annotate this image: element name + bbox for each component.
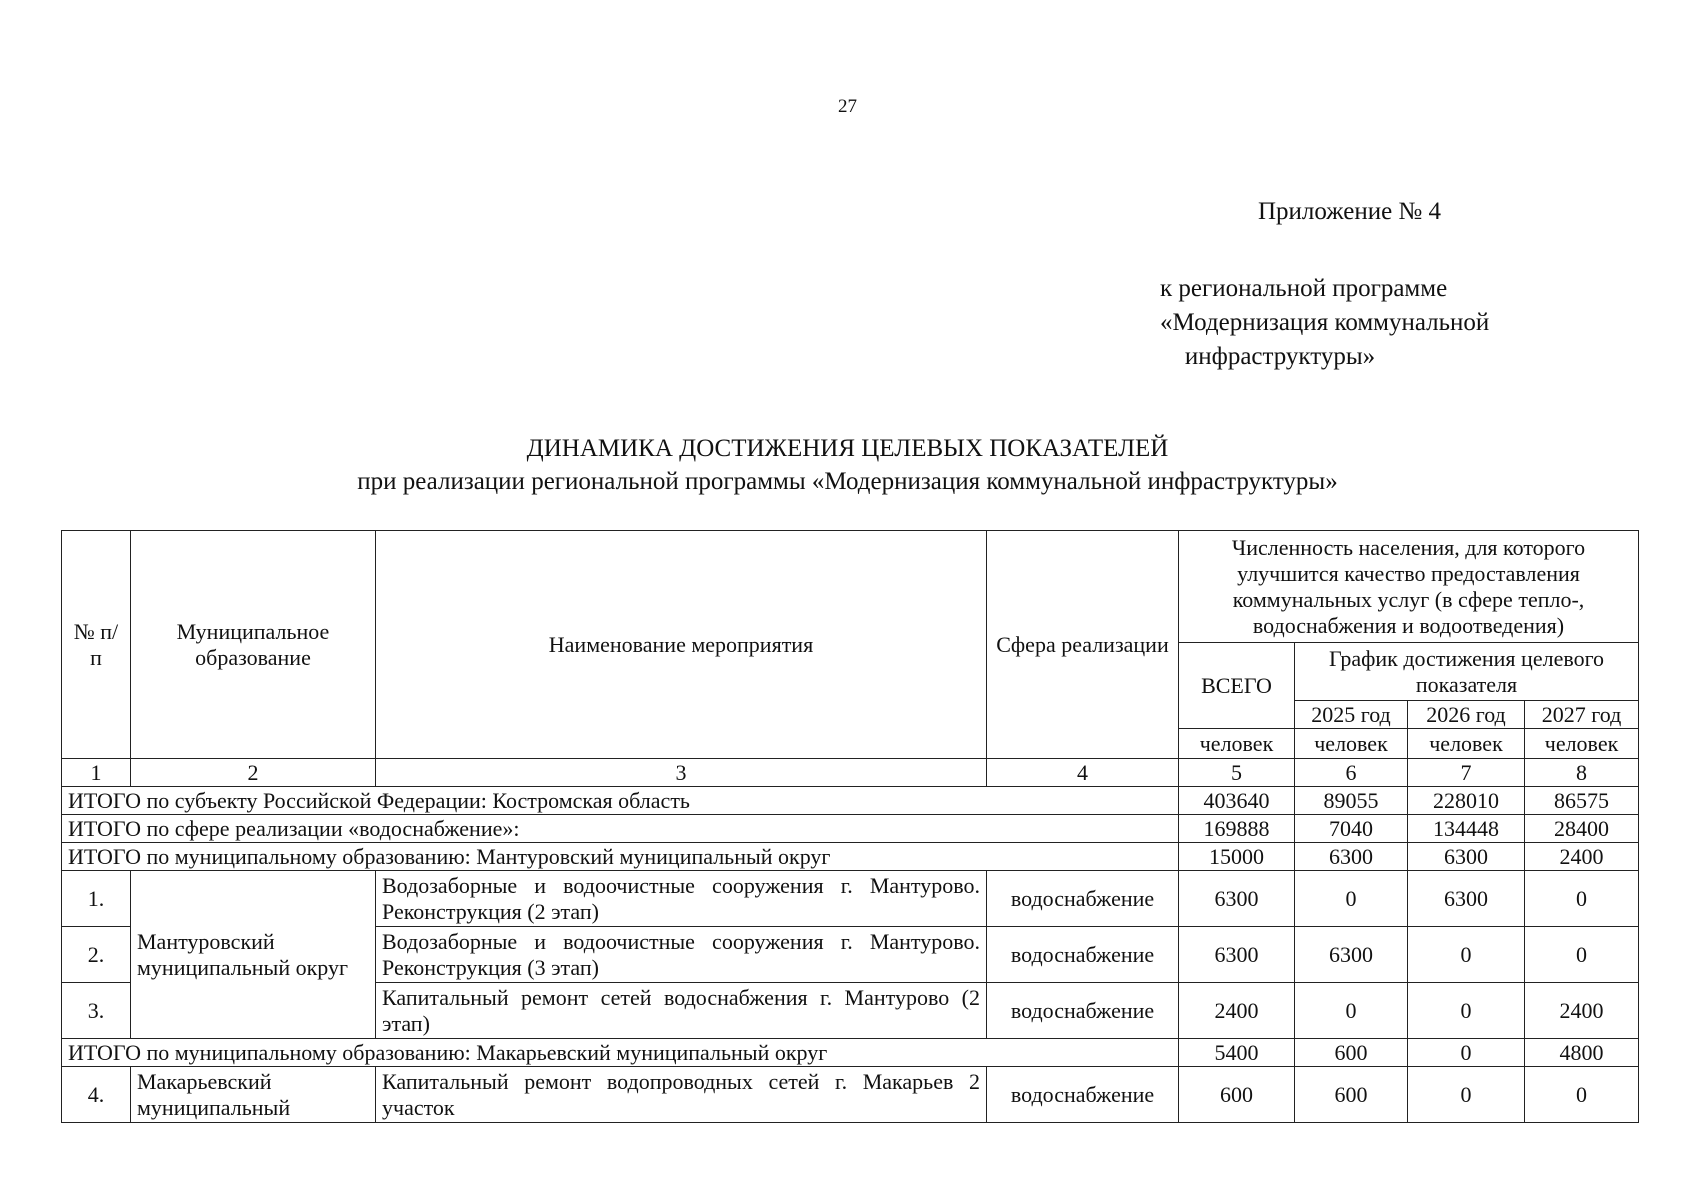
value-cell: 6300 bbox=[1179, 927, 1295, 983]
document-title bbox=[0, 432, 1695, 498]
header-year: 2025 год bbox=[1295, 701, 1408, 729]
total-label: ИТОГО по муниципальному образованию: Мантуровский муниципальный округ bbox=[62, 843, 1179, 871]
total-row-sphere bbox=[62, 815, 1639, 843]
sphere-cell: водоснабжение bbox=[987, 1067, 1179, 1123]
column-number: 8 bbox=[1525, 759, 1639, 787]
header-event: Наименование мероприятия bbox=[376, 531, 987, 759]
header-row bbox=[62, 531, 1639, 643]
table-row bbox=[62, 1067, 1639, 1123]
row-number: 4. bbox=[62, 1067, 131, 1123]
sphere-cell: водоснабжение bbox=[987, 927, 1179, 983]
event-name: Капитальный ремонт сетей водоснабжения г. Мантурово (2 этап) bbox=[376, 983, 987, 1039]
value-cell: 6300 bbox=[1179, 871, 1295, 927]
total-row-municipality bbox=[62, 1039, 1639, 1067]
event-name: Водозаборные и водоочистные сооружения г. Мантурово. Реконструкция (2 этап) bbox=[376, 871, 987, 927]
total-value: 134448 bbox=[1408, 815, 1525, 843]
total-value: 28400 bbox=[1525, 815, 1639, 843]
header-total: ВСЕГО bbox=[1179, 643, 1295, 729]
row-number: 1. bbox=[62, 871, 131, 927]
total-value: 4800 bbox=[1525, 1039, 1639, 1067]
table-row bbox=[62, 871, 1639, 927]
sphere-cell: водоснабжение bbox=[987, 983, 1179, 1039]
document-title-main: ДИНАМИКА ДОСТИЖЕНИЯ ЦЕЛЕВЫХ ПОКАЗАТЕЛЕЙ bbox=[526, 435, 1169, 462]
value-cell: 0 bbox=[1408, 1067, 1525, 1123]
column-number: 5 bbox=[1179, 759, 1295, 787]
sphere-cell: водоснабжение bbox=[987, 871, 1179, 927]
total-value: 15000 bbox=[1179, 843, 1295, 871]
event-name: Капитальный ремонт водопроводных сетей г. Макарьев 2 участок bbox=[376, 1067, 987, 1123]
total-row-region bbox=[62, 787, 1639, 815]
column-number: 6 bbox=[1295, 759, 1408, 787]
value-cell: 6300 bbox=[1295, 927, 1408, 983]
column-number: 4 bbox=[987, 759, 1179, 787]
appendix-ref-line: «Модернизация коммунальной bbox=[1160, 309, 1490, 336]
total-value: 403640 bbox=[1179, 787, 1295, 815]
header-municipality: Муниципальное образование bbox=[131, 531, 376, 759]
total-value: 169888 bbox=[1179, 815, 1295, 843]
document-title-sub: при реализации региональной программы «Модернизация коммунальной инфраструктуры» bbox=[357, 468, 1338, 495]
total-value: 2400 bbox=[1525, 843, 1639, 871]
value-cell: 6300 bbox=[1408, 871, 1525, 927]
header-unit: человек bbox=[1408, 729, 1525, 759]
header-sphere: Сфера реализации bbox=[987, 531, 1179, 759]
value-cell: 0 bbox=[1525, 927, 1639, 983]
header-population: Численность населения, для которого улучшится качество предоставления коммунальных услуг (в сфере тепло-, водоснабжения и водоотведения) bbox=[1179, 531, 1639, 643]
value-cell: 600 bbox=[1179, 1067, 1295, 1123]
municipality-cell: Мантуровский муниципальный округ bbox=[131, 871, 376, 1039]
header-num: № п/п bbox=[62, 531, 131, 759]
total-label: ИТОГО по муниципальному образованию: Макарьевский муниципальный округ bbox=[62, 1039, 1179, 1067]
total-value: 89055 bbox=[1295, 787, 1408, 815]
total-value: 600 bbox=[1295, 1039, 1408, 1067]
total-value: 5400 bbox=[1179, 1039, 1295, 1067]
indicators-table bbox=[61, 530, 1639, 1123]
appendix-ref-line: инфраструктуры» bbox=[1184, 343, 1376, 370]
header-unit: человек bbox=[1525, 729, 1639, 759]
header-year: 2026 год bbox=[1408, 701, 1525, 729]
value-cell: 2400 bbox=[1179, 983, 1295, 1039]
value-cell: 0 bbox=[1525, 871, 1639, 927]
header-schedule: График достижения целевого показателя bbox=[1295, 643, 1639, 701]
total-value: 228010 bbox=[1408, 787, 1525, 815]
value-cell: 0 bbox=[1295, 871, 1408, 927]
total-label: ИТОГО по сфере реализации «водоснабжение»: bbox=[62, 815, 1179, 843]
total-value: 7040 bbox=[1295, 815, 1408, 843]
total-value: 86575 bbox=[1525, 787, 1639, 815]
value-cell: 0 bbox=[1408, 927, 1525, 983]
value-cell: 600 bbox=[1295, 1067, 1408, 1123]
column-number: 3 bbox=[376, 759, 987, 787]
appendix-title: Приложение № 4 bbox=[1258, 198, 1442, 225]
total-value: 6300 bbox=[1295, 843, 1408, 871]
column-number: 7 bbox=[1408, 759, 1525, 787]
municipality-cell: Макарьевский муниципальный bbox=[131, 1067, 376, 1123]
event-name: Водозаборные и водоочистные сооружения г. Мантурово. Реконструкция (3 этап) bbox=[376, 927, 987, 983]
value-cell: 0 bbox=[1408, 983, 1525, 1039]
header-year: 2027 год bbox=[1525, 701, 1639, 729]
total-label: ИТОГО по субъекту Российской Федерации: Костромская область bbox=[62, 787, 1179, 815]
total-value: 0 bbox=[1408, 1039, 1525, 1067]
appendix-ref-line: к региональной программе bbox=[1160, 275, 1448, 302]
value-cell: 0 bbox=[1525, 1067, 1639, 1123]
header-unit: человек bbox=[1179, 729, 1295, 759]
appendix-reference bbox=[1160, 272, 1490, 374]
column-number: 1 bbox=[62, 759, 131, 787]
header-unit: человек bbox=[1295, 729, 1408, 759]
total-row-municipality bbox=[62, 843, 1639, 871]
row-number: 3. bbox=[62, 983, 131, 1039]
page-number: 27 bbox=[838, 96, 857, 117]
total-value: 6300 bbox=[1408, 843, 1525, 871]
value-cell: 2400 bbox=[1525, 983, 1639, 1039]
value-cell: 0 bbox=[1295, 983, 1408, 1039]
column-number: 2 bbox=[131, 759, 376, 787]
column-number-row bbox=[62, 759, 1639, 787]
row-number: 2. bbox=[62, 927, 131, 983]
